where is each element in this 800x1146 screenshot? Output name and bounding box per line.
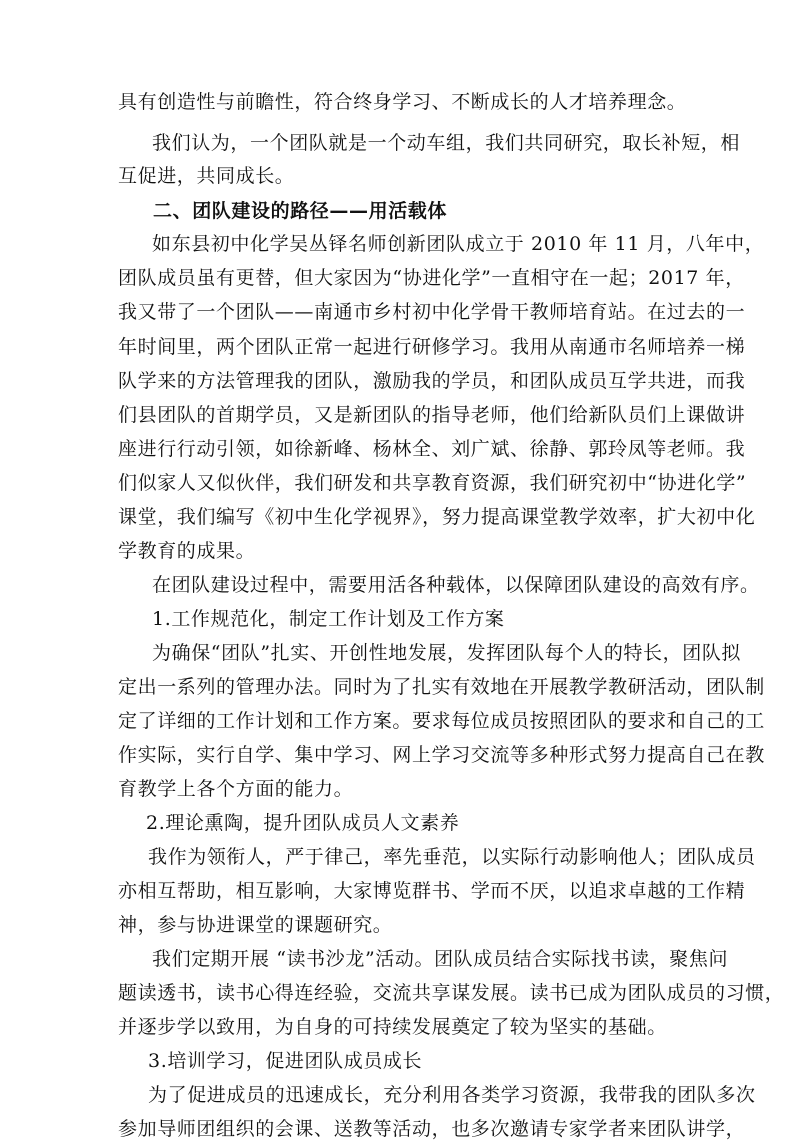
text-line: 我又带了一个团队——南通市乡村初中化学骨干教师培育站。在过去的一 (118, 301, 746, 323)
text-line: 互促进，共同成长。 (118, 165, 295, 187)
text-line: 课堂，我们编写《初中生化学视界》，努力提高课堂教学效率，扩大初中化 (118, 506, 756, 528)
text-line: 们县团队的首期学员，又是新团队的指导老师，他们给新队员们上课做讲 (118, 404, 746, 426)
text-line: 在团队建设过程中，需要用活各种载体，以保障团队建设的高效有序。 (152, 574, 760, 596)
text-line: 我作为领衔人，严于律己，率先垂范，以实际行动影响他人；团队成员 (148, 846, 756, 868)
text-line: 定出一系列的管理办法。同时为了扎实有效地在开展教学教研活动，团队制 (118, 676, 765, 698)
text-line: 育教学上各个方面的能力。 (118, 778, 354, 800)
text-line: 具有创造性与前瞻性，符合终身学习、不断成长的人才培养理念。 (118, 91, 687, 113)
text-line: 作实际，实行自学、集中学习、网上学习交流等多种形式努力提高自己在教 (118, 744, 765, 766)
text-line: 学教育的成果。 (118, 540, 256, 562)
subheading-line: 2.理论熏陶，提升团队成员人文素养 (146, 812, 460, 834)
text-line: 题读透书，读书心得连经验，交流共享谋发展。读书已成为团队成员的习惯， (118, 982, 785, 1004)
text-line: 们似家人又似伙伴，我们研发和共享教育资源，我们研究初中“协进化学” (118, 472, 747, 494)
text-line: 我们定期开展 “读书沙龙”活动。团队成员结合实际找书读，聚焦问 (152, 948, 729, 970)
text-line: 团队成员虽有更替，但大家因为“协进化学”一直相守在一起；2017 年， (118, 267, 745, 289)
text-line: 我们认为，一个团队就是一个动车组，我们共同研究，取长补短，相 (152, 132, 741, 154)
text-line: 如东县初中化学吴丛铎名师创新团队成立于 2010 年 11 月，八年中， (152, 233, 765, 255)
text-line: 参加导师团组织的会课、送教等活动，也多次邀请专家学者来团队讲学， (118, 1118, 746, 1140)
text-line: 座进行行动引领，如徐新峰、杨林全、刘广斌、徐静、郭玲凤等老师。我 (118, 438, 746, 460)
section-heading: 二、团队建设的路径——用活载体 (153, 200, 448, 222)
text-line: 年时间里，两个团队正常一起进行研修学习。我用从南通市名师培养一梯 (118, 336, 746, 358)
text-line: 并逐步学以致用，为自身的可持续发展奠定了较为坚实的基础。 (118, 1016, 667, 1038)
subheading-line: 1.工作规范化，制定工作计划及工作方案 (152, 608, 505, 630)
text-line: 定了详细的工作计划和工作方案。要求每位成员按照团队的要求和自己的工 (118, 710, 765, 732)
text-line: 亦相互帮助，相互影响，大家博览群书、学而不厌，以追求卓越的工作精 (118, 880, 746, 902)
text-line: 为了促进成员的迅速成长，充分利用各类学习资源，我带我的团队多次 (148, 1084, 756, 1106)
text-line: 为确保“团队”扎实、开创性地发展，发挥团队每个人的特长，团队拟 (152, 642, 742, 664)
subheading-line: 3.培训学习，促进团队成员成长 (148, 1050, 423, 1072)
text-line: 神，参与协进课堂的课题研究。 (118, 914, 393, 936)
text-line: 队学来的方法管理我的团队，激励我的学员，和团队成员互学共进，而我 (118, 370, 746, 392)
